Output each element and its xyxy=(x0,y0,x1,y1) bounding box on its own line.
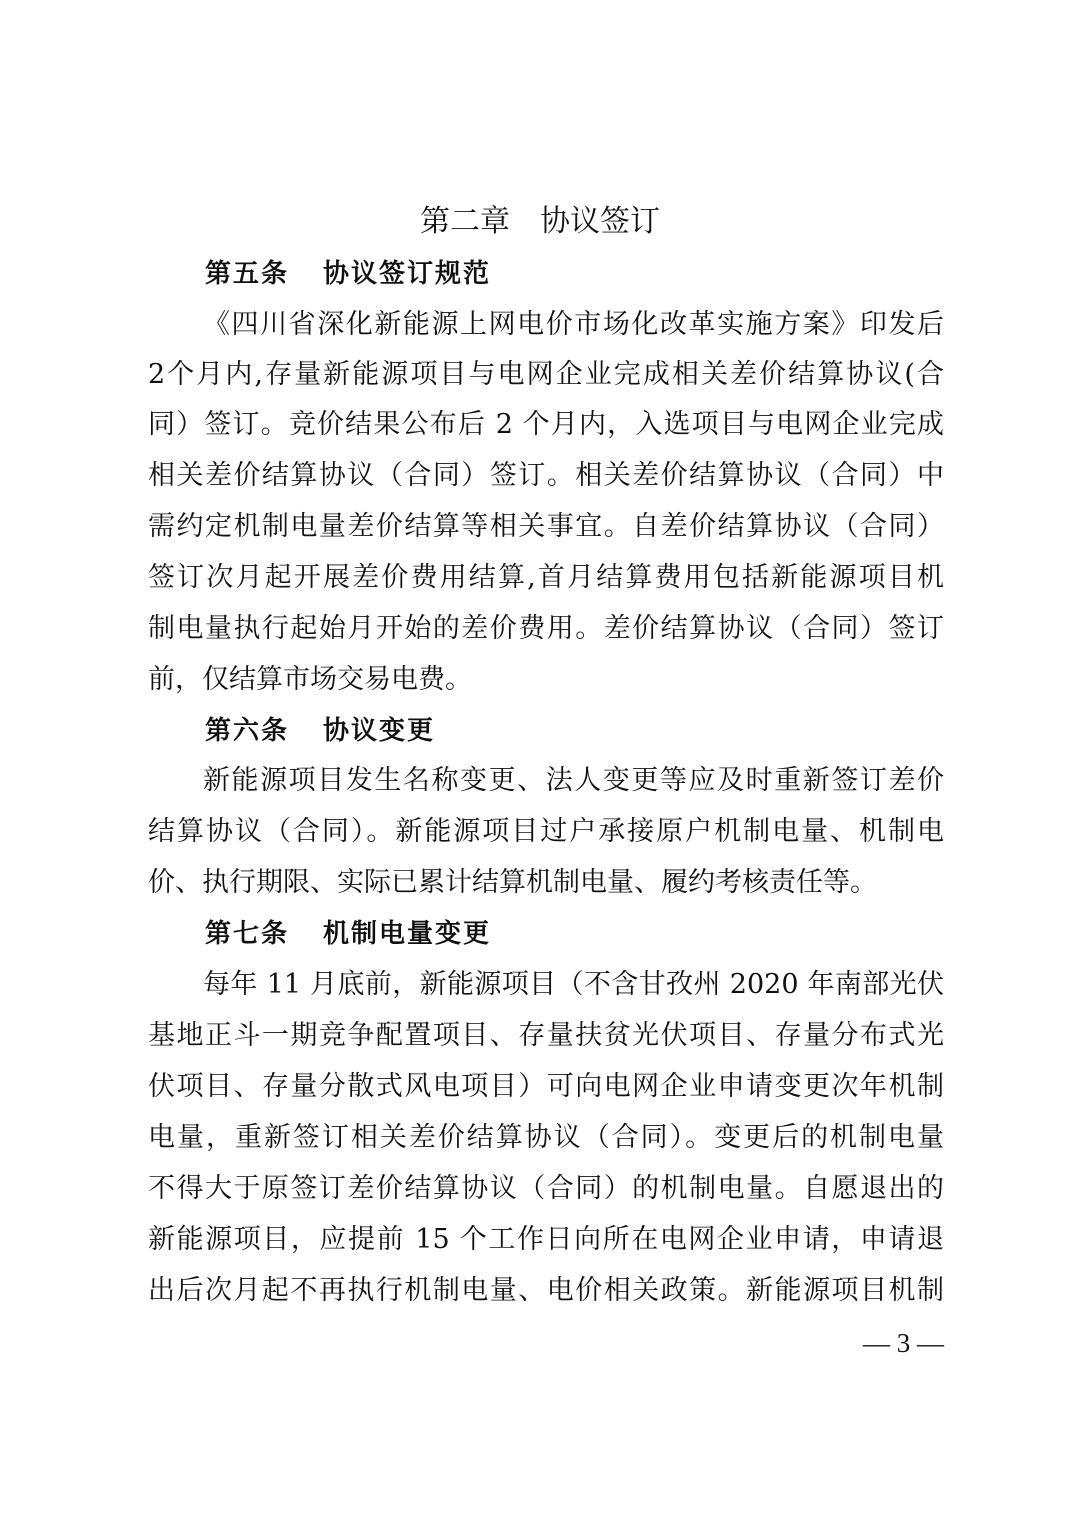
paragraph-line: 价、执行期限、实际已累计结算机制电量、履约考核责任等。 xyxy=(148,867,877,898)
article-number: 第五条 xyxy=(205,259,290,289)
paragraph-line: 新能源项目，应提前 15 个工作日向所在电网企业申请，申请退 xyxy=(148,1224,944,1255)
paragraph-line: 不得大于原签订差价结算协议（合同）的机制电量。自愿退出的 xyxy=(148,1173,944,1204)
paragraph-line: 签订次月起开展差价费用结算,首月结算费用包括新能源项目机 xyxy=(148,562,944,593)
paragraph-line: 每年 11 月底前，新能源项目（不含甘孜州 2020 年南部光伏 xyxy=(203,969,944,1000)
article-5-heading xyxy=(205,257,491,291)
article-title: 协议签订规范 xyxy=(323,259,492,289)
article-number: 第七条 xyxy=(205,919,290,949)
paragraph-line: 基地正斗一期竞争配置项目、存量扶贫光伏项目、存量分布式光 xyxy=(148,1020,944,1051)
paragraph-line: 电量，重新签订相关差价结算协议（合同）。变更后的机制电量 xyxy=(148,1122,944,1153)
page-number: — 3 — xyxy=(863,1328,944,1358)
paragraph-line: 2个月内,存量新能源项目与电网企业完成相关差价结算协议(合 xyxy=(148,359,944,390)
article-7-heading xyxy=(205,917,491,951)
chapter-title: 协议签订 xyxy=(540,204,660,239)
paragraph-line: 《四川省深化新能源上网电价市场化改革实施方案》印发后 xyxy=(203,309,944,340)
paragraph-line: 结算协议（合同）。新能源项目过户承接原户机制电量、机制电 xyxy=(148,816,944,847)
article-title: 机制电量变更 xyxy=(323,919,492,949)
chapter-number: 第二章 xyxy=(420,204,510,239)
paragraph-line: 同）签订。竞价结果公布后 2 个月内，入选项目与电网企业完成 xyxy=(148,409,944,440)
article-title: 协议变更 xyxy=(323,716,436,746)
paragraph-line: 需约定机制电量差价结算等相关事宜。自差价结算协议（合同） xyxy=(148,511,944,542)
paragraph-line: 前，仅结算市场交易电费。 xyxy=(148,664,472,695)
paragraph-line: 出后次月起不再执行机制电量、电价相关政策。新能源项目机制 xyxy=(148,1275,944,1306)
article-6-heading xyxy=(205,714,435,748)
paragraph-line: 伏项目、存量分散式风电项目）可向电网企业申请变更次年机制 xyxy=(148,1071,944,1102)
paragraph-line: 新能源项目发生名称变更、法人变更等应及时重新签订差价 xyxy=(203,765,944,796)
paragraph-line: 制电量执行起始月开始的差价费用。差价结算协议（合同）签订 xyxy=(148,613,944,644)
chapter-heading xyxy=(0,202,1080,242)
article-number: 第六条 xyxy=(205,716,290,746)
paragraph-line: 相关差价结算协议（合同）签订。相关差价结算协议（合同）中 xyxy=(148,460,944,491)
